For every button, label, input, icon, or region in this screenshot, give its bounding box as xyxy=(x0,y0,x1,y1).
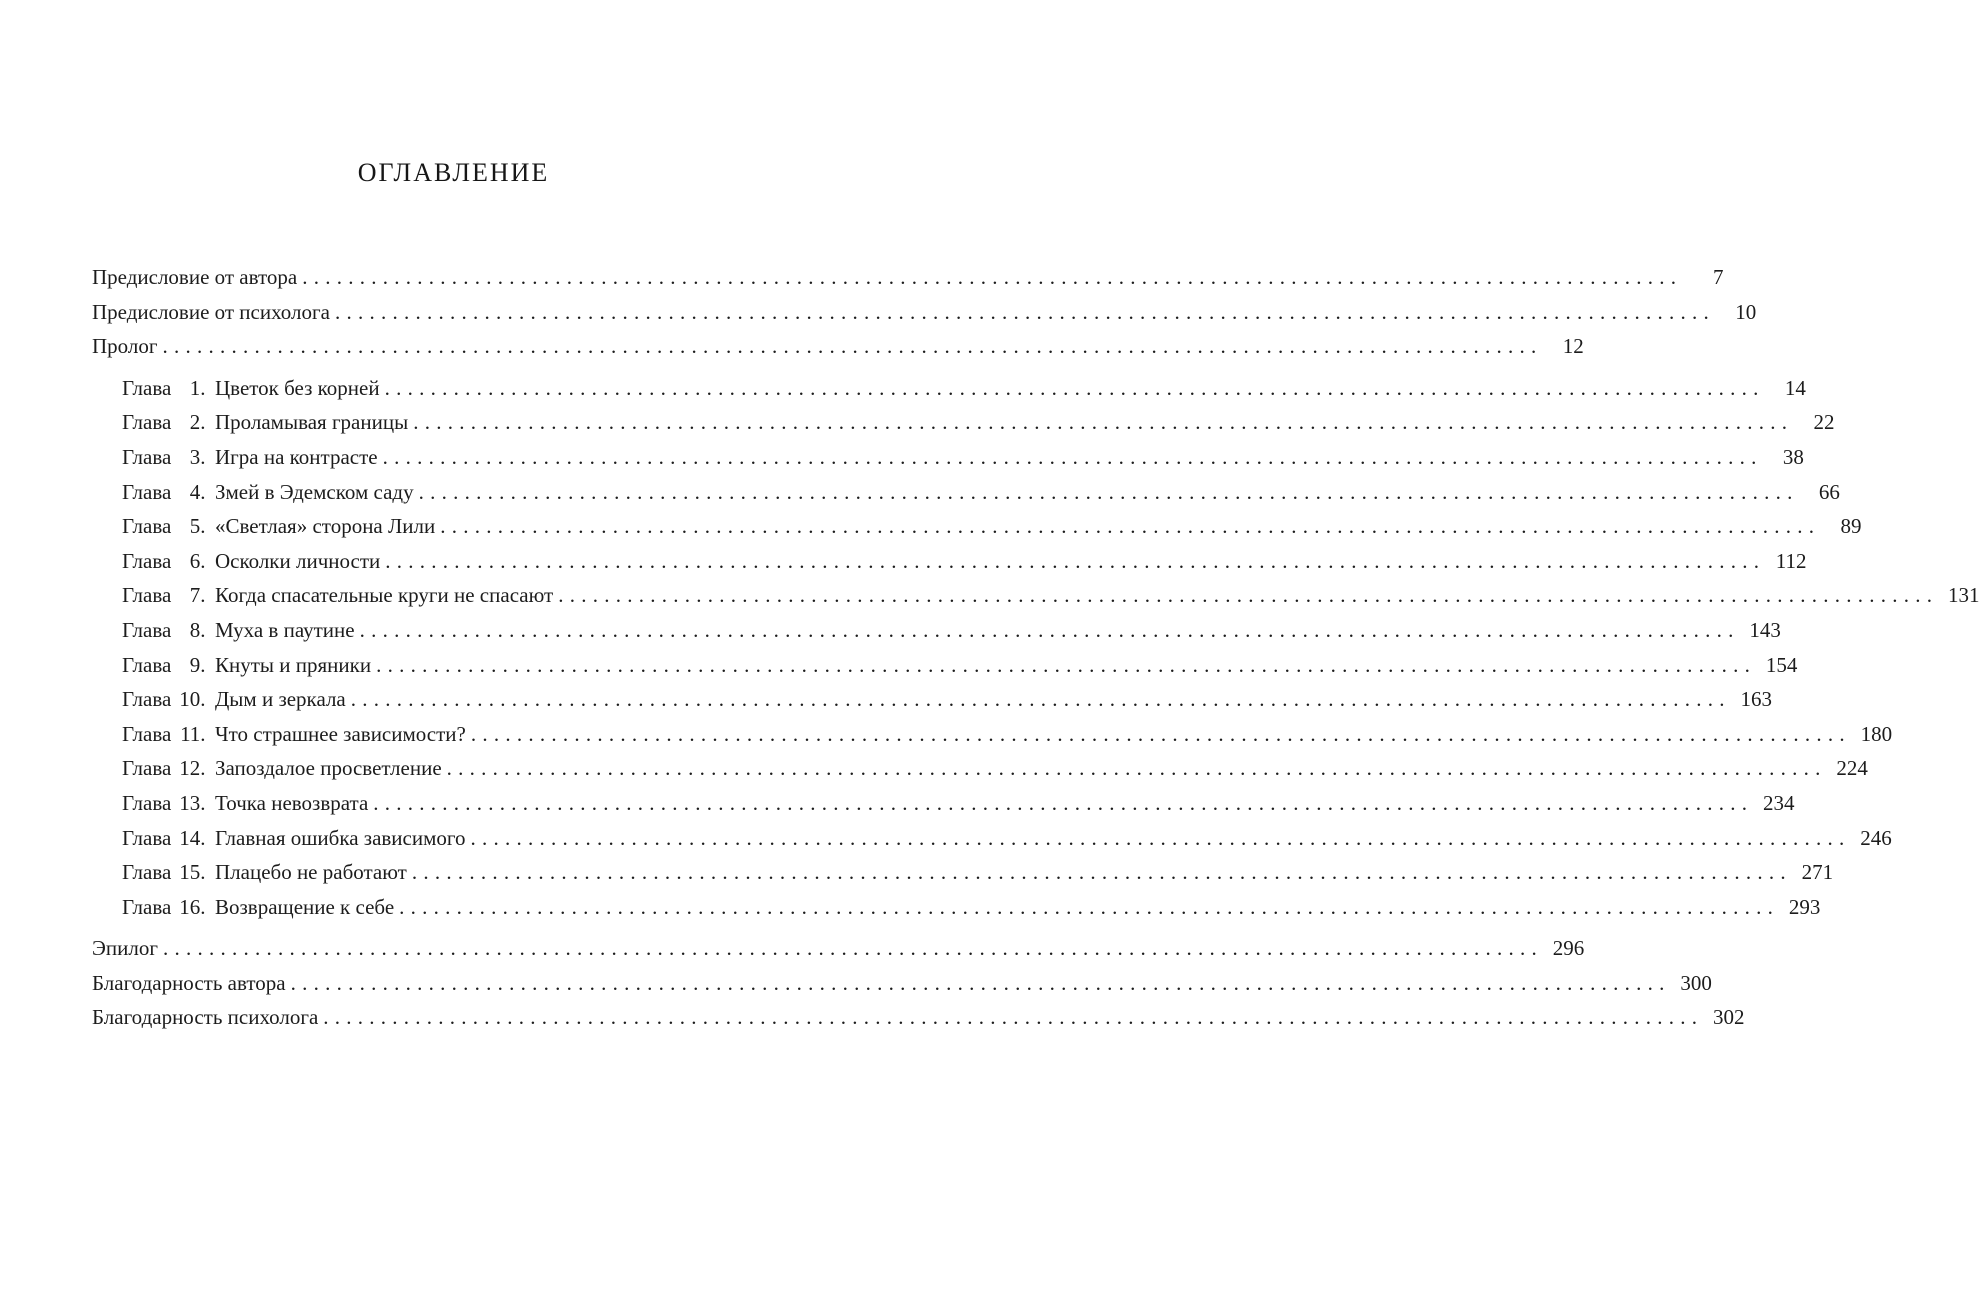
entry-title: «Светлая» сторона Лили xyxy=(214,514,436,539)
toc-entry xyxy=(92,821,1892,856)
dot-leader: . . . . . . . . . . . . . . . . . . . . . . . . . . . . . . . . . . . . . . . . . . . . . . . . . . . . . . . . . . . . . . . . . . . . . . . . . . . . . . . . . . . . . . . . . . . . . . . . . . . . . . . . . . . . . . . . . . . . . . . . xyxy=(418,479,1793,504)
dot-leader: . . . . . . . . . . . . . . . . . . . . . . . . . . . . . . . . . . . . . . . . . . . . . . . . . . . . . . . . . . . . . . . . . . . . . . . . . . . . . . . . . . . . . . . . . . . . . . . . . . . . . . . . . . . . . . . . . . . . . . . . xyxy=(290,970,1665,995)
dot-leader: . . . . . . . . . . . . . . . . . . . . . . . . . . . . . . . . . . . . . . . . . . . . . . . . . . . . . . . . . . . . . . . . . . . . . . . . . . . . . . . . . . . . . . . . . . . . . . . . . . . . . . . . . . . . . . . . . . . . . . . . xyxy=(385,548,1760,573)
chapter-prefix: Глава xyxy=(122,652,172,677)
entry-title: Когда спасательные круги не спасают xyxy=(214,583,554,608)
toc-entry xyxy=(92,1000,1745,1035)
chapter-prefix: Глава xyxy=(122,479,172,504)
entry-page-number: 22 xyxy=(1813,410,1835,435)
entry-page-number: 7 xyxy=(1713,265,1724,289)
chapter-number: 5. xyxy=(189,514,206,539)
dot-leader: . . . . . . . . . . . . . . . . . . . . . . . . . . . . . . . . . . . . . . . . . . . . . . . . . . . . . . . . . . . . . . . . . . . . . . . . . . . . . . . . . . . . . . . . . . . . . . . . . . . . . . . . . . . . . . . . . . . . . . . . xyxy=(350,687,1726,712)
entry-title: Что страшнее зависимости? xyxy=(214,721,466,746)
toc-list xyxy=(92,260,1979,1035)
entry-page-number: 12 xyxy=(1562,334,1584,359)
chapter-number: 4. xyxy=(189,479,206,504)
chapter-prefix: Глава xyxy=(122,410,172,435)
toc-entry xyxy=(92,890,1821,925)
toc-entry xyxy=(92,544,1807,579)
toc-entry xyxy=(92,613,1781,648)
entry-title: Предисловие от автора xyxy=(92,265,298,289)
toc-entry xyxy=(92,440,1804,475)
dot-leader: . . . . . . . . . . . . . . . . . . . . . . . . . . . . . . . . . . . . . . . . . . . . . . . . . . . . . . . . . . . . . . . . . . . . . . . . . . . . . . . . . . . . . . . . . . . . . . . . . . . . . . . . . . . . . . . . . . . . . . . . xyxy=(446,756,1821,781)
chapter-number: 1. xyxy=(189,375,206,400)
chapter-number: 13. xyxy=(179,790,206,815)
toc-entry xyxy=(92,371,1806,406)
chapter-prefix: Глава xyxy=(122,375,172,400)
entry-title: Дым и зеркала xyxy=(214,687,346,712)
entry-title: Благодарность автора xyxy=(92,970,286,995)
chapter-number: 14. xyxy=(179,825,206,850)
entry-title: Предисловие от психолога xyxy=(92,299,330,324)
entry-page-number: 180 xyxy=(1860,721,1893,746)
entry-page-number: 271 xyxy=(1801,860,1834,885)
chapter-prefix: Глава xyxy=(122,721,172,746)
dot-leader: . . . . . . . . . . . . . . . . . . . . . . . . . . . . . . . . . . . . . . . . . . . . . . . . . . . . . . . . . . . . . . . . . . . . . . . . . . . . . . . . . . . . . . . . . . . . . . . . . . . . . . . . . . . . . . . . . . . . . . . . xyxy=(382,444,1757,469)
chapter-prefix: Глава xyxy=(122,687,172,712)
entry-page-number: 234 xyxy=(1763,790,1795,815)
entry-title: Благодарность психолога xyxy=(92,1005,319,1030)
entry-page-number: 112 xyxy=(1775,548,1807,573)
entry-page-number: 10 xyxy=(1735,299,1757,324)
entry-title: Возвращение к себе xyxy=(214,894,395,919)
chapter-number: 12. xyxy=(179,756,206,781)
toc-entry xyxy=(92,329,1584,364)
chapter-number: 10. xyxy=(179,687,206,712)
entry-title: Запоздалое просветление xyxy=(214,756,442,781)
entry-page-number: 154 xyxy=(1765,652,1798,677)
chapter-number: 8. xyxy=(189,617,206,642)
toc-entry xyxy=(92,295,1757,330)
chapter-number: 15. xyxy=(179,860,206,885)
dot-leader: . . . . . . . . . . . . . . . . . . . . . . . . . . . . . . . . . . . . . . . . . . . . . . . . . . . . . . . . . . . . . . . . . . . . . . . . . . . . . . . . . . . . . . . . . . . . . . . . . . . . . . . . . . . . . . . . . . . . . . . . xyxy=(470,825,1845,850)
chapter-number: 7. xyxy=(189,583,206,608)
entry-page-number: 38 xyxy=(1782,444,1804,469)
entry-title: Проламывая границы xyxy=(214,410,409,435)
toc-entry xyxy=(92,475,1840,510)
dot-leader: . . . . . . . . . . . . . . . . . . . . . . . . . . . . . . . . . . . . . . . . . . . . . . . . . . . . . . . . . . . . . . . . . . . . . . . . . . . . . . . . . . . . . . . . . . . . . . . . . . . . . . . . . . . . . . . . . . . . . . . . xyxy=(413,410,1788,435)
toc-entry xyxy=(92,578,1979,613)
entry-page-number: 131 xyxy=(1947,583,1979,608)
entry-page-number: 163 xyxy=(1740,687,1773,712)
page-title: ОГЛАВЛЕНИЕ xyxy=(357,158,550,187)
toc-entry xyxy=(92,509,1862,544)
dot-leader: . . . . . . . . . . . . . . . . . . . . . . . . . . . . . . . . . . . . . . . . . . . . . . . . . . . . . . . . . . . . . . . . . . . . . . . . . . . . . . . . . . . . . . . . . . . . . . . . . . . . . . . . . . . . . . . . . . . . . . . . xyxy=(470,721,1846,746)
chapter-number: 3. xyxy=(189,444,206,469)
entry-page-number: 296 xyxy=(1552,936,1585,961)
toc-entry xyxy=(92,682,1773,717)
entry-page-number: 302 xyxy=(1713,1005,1745,1030)
chapter-number: 11. xyxy=(180,721,206,746)
dot-leader: . . . . . . . . . . . . . . . . . . . . . . . . . . . . . . . . . . . . . . . . . . . . . . . . . . . . . . . . . . . . . . . . . . . . . . . . . . . . . . . . . . . . . . . . . . . . . . . . . . . . . . . . . . . . . . . . . . . . . . . . xyxy=(376,652,1751,677)
entry-title: Змей в Эдемском саду xyxy=(214,479,414,504)
dot-leader: . . . . . . . . . . . . . . . . . . . . . . . . . . . . . . . . . . . . . . . . . . . . . . . . . . . . . . . . . . . . . . . . . . . . . . . . . . . . . . . . . . . . . . . . . . . . . . . . . . . . . . . . . . . . . . . . . . . . . . . . xyxy=(323,1005,1698,1030)
chapter-prefix: Глава xyxy=(122,514,172,539)
chapter-number: 6. xyxy=(189,548,206,573)
toc-entry xyxy=(92,717,1893,752)
dot-leader: . . . . . . . . . . . . . . . . . . . . . . . . . . . . . . . . . . . . . . . . . . . . . . . . . . . . . . . . . . . . . . . . . . . . . . . . . . . . . . . . . . . . . . . . . . . . . . . . . . . . . . . . . . . . . . . . . . . . . . . . xyxy=(359,617,1734,642)
chapter-prefix: Глава xyxy=(122,860,172,885)
chapter-prefix: Глава xyxy=(122,583,172,608)
dot-leader: . . . . . . . . . . . . . . . . . . . . . . . . . . . . . . . . . . . . . . . . . . . . . . . . . . . . . . . . . . . . . . . . . . . . . . . . . . . . . . . . . . . . . . . . . . . . . . . . . . . . . . . . . . . . . . . . . . . . . . . . xyxy=(411,860,1787,885)
dot-leader: . . . . . . . . . . . . . . . . . . . . . . . . . . . . . . . . . . . . . . . . . . . . . . . . . . . . . . . . . . . . . . . . . . . . . . . . . . . . . . . . . . . . . . . . . . . . . . . . . . . . . . . . . . . . . . . . . . . . . . . . xyxy=(302,265,1677,289)
entry-page-number: 224 xyxy=(1836,756,1868,781)
entry-title: Эпилог xyxy=(92,936,158,961)
entry-page-number: 293 xyxy=(1788,894,1821,919)
entry-title: Кнуты и пряники xyxy=(214,652,372,677)
chapter-number: 16. xyxy=(179,894,206,919)
toc-entry xyxy=(92,648,1798,683)
entry-title: Точка невозврата xyxy=(214,790,369,815)
dot-leader: . . . . . . . . . . . . . . . . . . . . . . . . . . . . . . . . . . . . . . . . . . . . . . . . . . . . . . . . . . . . . . . . . . . . . . . . . . . . . . . . . . . . . . . . . . . . . . . . . . . . . . . . . . . . . . . . . . . . . . . . xyxy=(373,790,1748,815)
chapter-prefix: Глава xyxy=(122,548,172,573)
dot-leader: . . . . . . . . . . . . . . . . . . . . . . . . . . . . . . . . . . . . . . . . . . . . . . . . . . . . . . . . . . . . . . . . . . . . . . . . . . . . . . . . . . . . . . . . . . . . . . . . . . . . . . . . . . . . . . . . . . . . . . . . xyxy=(384,375,1759,400)
entry-title: Плацебо не работают xyxy=(214,860,407,885)
chapter-prefix: Глава xyxy=(122,617,172,642)
chapter-prefix: Глава xyxy=(122,894,172,919)
entry-page-number: 89 xyxy=(1840,514,1862,539)
toc-entry xyxy=(92,786,1795,821)
chapter-prefix: Глава xyxy=(122,790,172,815)
chapter-prefix: Глава xyxy=(122,444,172,469)
toc-entry xyxy=(92,966,1712,1001)
entry-page-number: 14 xyxy=(1784,375,1806,400)
entry-page-number: 143 xyxy=(1749,617,1781,642)
chapter-number: 2. xyxy=(189,410,206,435)
dot-leader: . . . . . . . . . . . . . . . . . . . . . . . . . . . . . . . . . . . . . . . . . . . . . . . . . . . . . . . . . . . . . . . . . . . . . . . . . . . . . . . . . . . . . . . . . . . . . . . . . . . . . . . . . . . . . . . . . . . . . . . . xyxy=(162,936,1538,961)
toc-entry xyxy=(92,751,1868,786)
entry-page-number: 66 xyxy=(1818,479,1840,504)
entry-title: Осколки личности xyxy=(214,548,381,573)
dot-leader: . . . . . . . . . . . . . . . . . . . . . . . . . . . . . . . . . . . . . . . . . . . . . . . . . . . . . . . . . . . . . . . . . . . . . . . . . . . . . . . . . . . . . . . . . . . . . . . . . . . . . . . . . . . . . . . . . . . . . . . . xyxy=(558,583,1933,608)
entry-title: Главная ошибка зависимого xyxy=(214,825,466,850)
entry-title: Цветок без корней xyxy=(214,375,380,400)
dot-leader: . . . . . . . . . . . . . . . . . . . . . . . . . . . . . . . . . . . . . . . . . . . . . . . . . . . . . . . . . . . . . . . . . . . . . . . . . . . . . . . . . . . . . . . . . . . . . . . . . . . . . . . . . . . . . . . . . . . . . . . . xyxy=(162,334,1537,359)
toc-entry xyxy=(92,405,1835,440)
dot-leader: . . . . . . . . . . . . . . . . . . . . . . . . . . . . . . . . . . . . . . . . . . . . . . . . . . . . . . . . . . . . . . . . . . . . . . . . . . . . . . . . . . . . . . . . . . . . . . . . . . . . . . . . . . . . . . . . . . . . . . . . xyxy=(399,894,1774,919)
toc-entry xyxy=(92,931,1585,966)
entry-title: Пролог xyxy=(92,334,158,359)
chapter-number: 9. xyxy=(189,652,206,677)
toc-entry xyxy=(92,260,1724,295)
dot-leader: . . . . . . . . . . . . . . . . . . . . . . . . . . . . . . . . . . . . . . . . . . . . . . . . . . . . . . . . . . . . . . . . . . . . . . . . . . . . . . . . . . . . . . . . . . . . . . . . . . . . . . . . . . . . . . . . . . . . . . . . xyxy=(334,299,1710,324)
entry-title: Муха в паутине xyxy=(214,617,355,642)
entry-page-number: 246 xyxy=(1860,825,1892,850)
dot-leader: . . . . . . . . . . . . . . . . . . . . . . . . . . . . . . . . . . . . . . . . . . . . . . . . . . . . . . . . . . . . . . . . . . . . . . . . . . . . . . . . . . . . . . . . . . . . . . . . . . . . . . . . . . . . . . . . . . . . . . . . xyxy=(440,514,1815,539)
chapter-prefix: Глава xyxy=(122,825,172,850)
toc-entry xyxy=(92,855,1834,890)
chapter-prefix: Глава xyxy=(122,756,172,781)
entry-page-number: 300 xyxy=(1680,970,1712,995)
entry-title: Игра на контрасте xyxy=(214,444,378,469)
